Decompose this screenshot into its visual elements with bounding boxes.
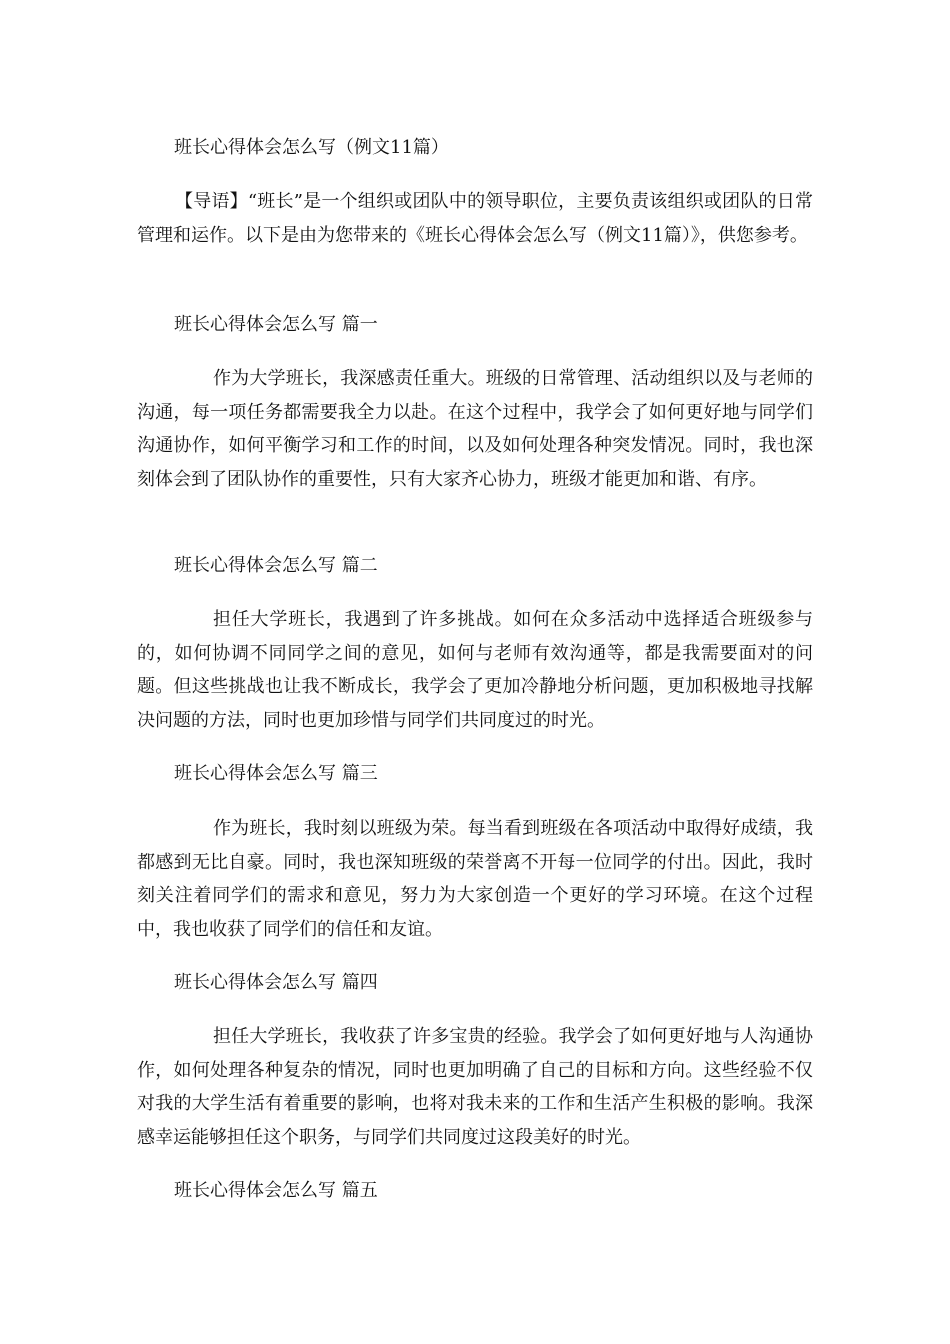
document-title: 班长心得体会怎么写（例文11篇）: [174, 137, 449, 158]
section-body-1: 作为大学班长，我深感责任重大。班级的日常管理、活动组织以及与老师的沟通，每一项任务都需要我全力以赴。在这个过程中，我学会了如何更好地与同学们沟通协作，如何平衡学习和工作的时间，以及如何处理各种突发情况。同时，我也深刻体会到了团队协作的重要性，只有大家齐心协力，班级才能更加和谐、有序。: [137, 368, 813, 490]
section-body-2: 担任大学班长，我遇到了许多挑战。如何在众多活动中选择适合班级参与的，如何协调不同同学之间的意见，如何与老师有效沟通等，都是我需要面对的问题。但这些挑战也让我不断成长，我学会了更加冷静地分析问题，更加积极地寻找解决问题的方法，同时也更加珍惜与同学们共同度过的时光。: [137, 609, 813, 731]
section-body-3: 作为班长，我时刻以班级为荣。每当看到班级在各项活动中取得好成绩，我都感到无比自豪。同时，我也深知班级的荣誉离不开每一位同学的付出。因此，我时刻关注着同学们的需求和意见，努力为大家创造一个更好的学习环境。在这个过程中，我也收获了同学们的信任和友谊。: [137, 818, 813, 940]
section-heading-2: 班长心得体会怎么写 篇二: [174, 555, 378, 576]
section-heading-4: 班长心得体会怎么写 篇四: [174, 972, 378, 993]
section-heading-3: 班长心得体会怎么写 篇三: [174, 763, 378, 784]
section-heading-1: 班长心得体会怎么写 篇一: [174, 314, 378, 335]
section-heading-5: 班长心得体会怎么写 篇五: [174, 1180, 378, 1201]
intro-paragraph: 【导语】“班长”是一个组织或团队中的领导职位，主要负责该组织或团队的日常管理和运作。以下是由为您带来的《班长心得体会怎么写（例文11篇）》，供您参考。: [137, 191, 813, 246]
section-body-4: 担任大学班长，我收获了许多宝贵的经验。我学会了如何更好地与人沟通协作，如何处理各种复杂的情况，同时也更加明确了自己的目标和方向。这些经验不仅对我的大学生活有着重要的影响，也将对我未来的工作和生活产生积极的影响。我深感幸运能够担任这个职务，与同学们共同度过这段美好的时光。: [137, 1026, 813, 1148]
